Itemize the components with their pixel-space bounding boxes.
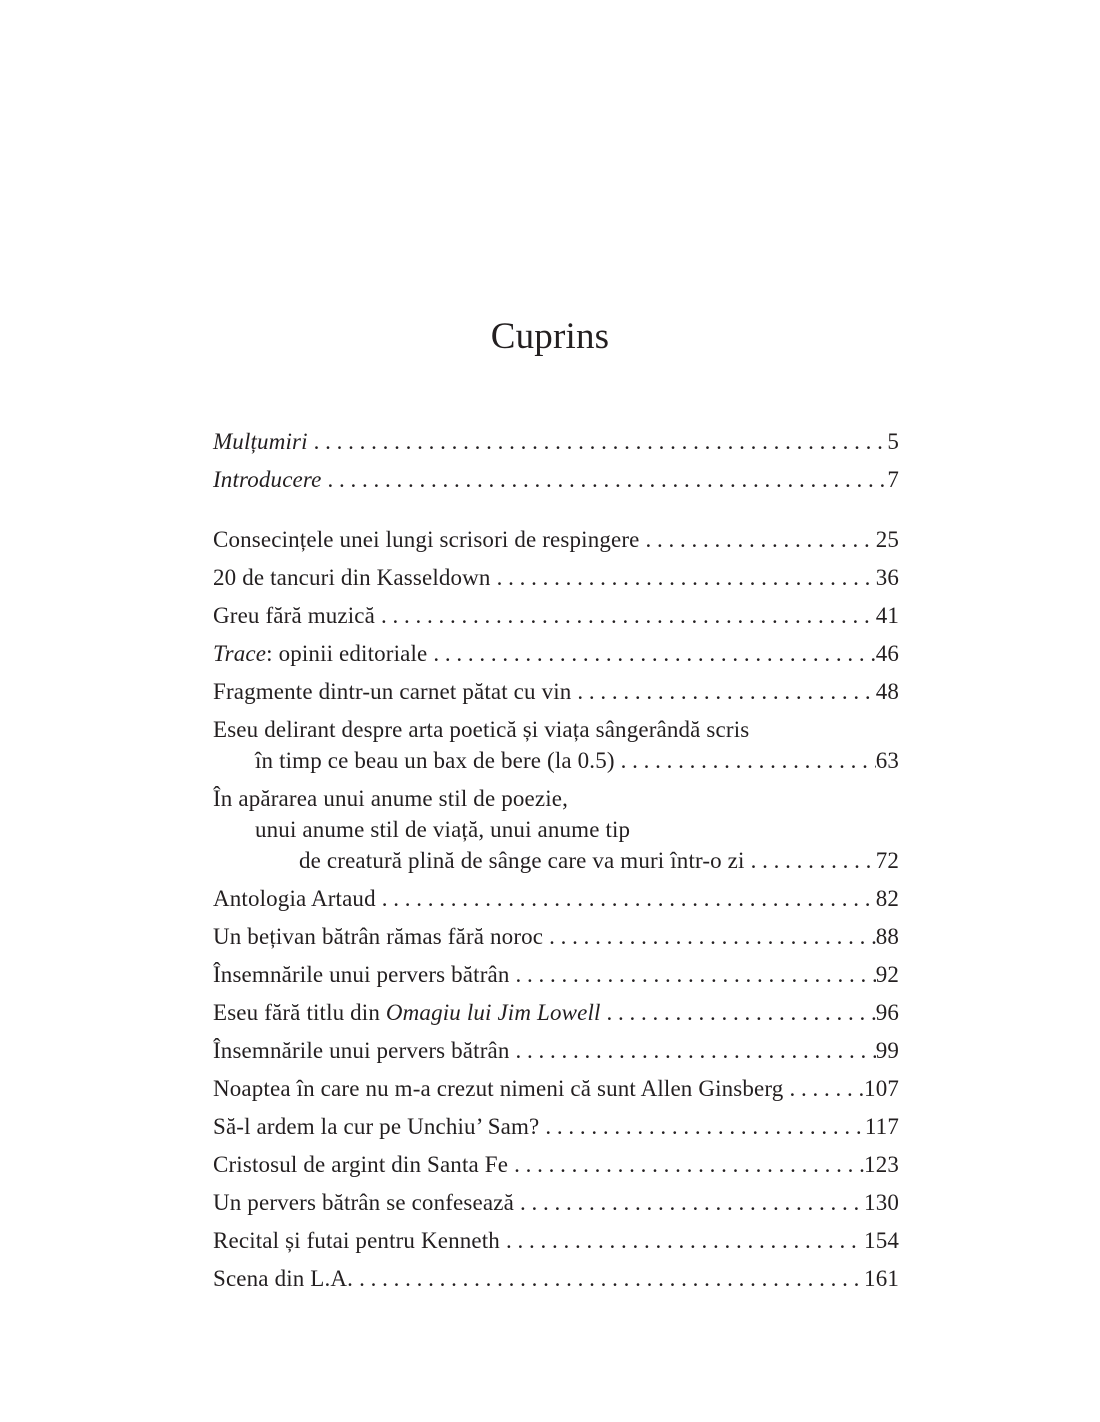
toc-entry[interactable] <box>213 1111 899 1142</box>
page-number: 25 <box>875 527 899 552</box>
dot-leader <box>539 1111 864 1142</box>
dot-leader <box>510 1035 876 1066</box>
page-number: 117 <box>864 1114 899 1139</box>
toc-entry[interactable] <box>213 524 899 555</box>
page-number: 130 <box>864 1190 899 1215</box>
toc-entry[interactable] <box>213 714 899 776</box>
page-number: 72 <box>875 848 899 873</box>
entry-title-segment: Un pervers bătrân se confesează <box>213 1190 514 1215</box>
page-number: 96 <box>875 1000 899 1025</box>
toc-entry[interactable] <box>213 1073 899 1104</box>
dot-leader <box>571 676 875 707</box>
page-number: 82 <box>875 886 899 911</box>
dot-leader <box>508 1149 864 1180</box>
page-number: 46 <box>875 641 899 666</box>
entry-title <box>213 638 427 669</box>
dot-leader <box>543 921 876 952</box>
entry-title-segment: Antologia Artaud <box>213 886 376 911</box>
toc-entry[interactable] <box>213 600 899 631</box>
entry-title <box>213 1073 783 1104</box>
entry-title-segment: Noaptea în care nu m-a crezut nimeni că sunt Allen Ginsberg <box>213 1076 784 1101</box>
entry-title-segment: Un bețivan bătrân rămas fără noroc <box>213 924 544 949</box>
entry-title-line <box>213 814 899 845</box>
page-number: 41 <box>875 603 899 628</box>
entry-title <box>213 997 601 1028</box>
entry-title-segment: Scena din L.A. <box>213 1266 354 1291</box>
entry-title-segment: În apărarea unui anume stil de poezie, <box>213 786 569 811</box>
entry-title <box>213 1035 510 1066</box>
entry-title-segment: Mulțumiri <box>213 429 308 454</box>
entry-title-segment: Introducere <box>213 467 322 492</box>
dot-leader <box>353 1263 864 1294</box>
toc-entry[interactable] <box>213 921 899 952</box>
toc-entry[interactable] <box>213 783 899 876</box>
entry-title <box>213 1225 500 1256</box>
table-of-contents <box>213 426 899 1301</box>
dot-leader <box>601 997 876 1028</box>
dot-leader <box>308 426 888 457</box>
entry-title <box>213 959 510 990</box>
dot-leader <box>783 1073 864 1104</box>
entry-title-segment: Greu fără muzică <box>213 603 376 628</box>
entry-title-segment: Să-l ardem la cur pe Unchiu’ Sam? <box>213 1114 540 1139</box>
entry-title <box>213 676 571 707</box>
toc-entry[interactable] <box>213 464 899 495</box>
dot-leader <box>514 1187 864 1218</box>
toc-entry[interactable] <box>213 676 899 707</box>
dot-leader <box>510 959 876 990</box>
toc-entry[interactable] <box>213 1225 899 1256</box>
toc-entry[interactable] <box>213 1187 899 1218</box>
entry-title-segment: 20 de tancuri din Kasseldown <box>213 565 491 590</box>
toc-entry[interactable] <box>213 1035 899 1066</box>
entry-title <box>299 845 745 876</box>
page-number: 7 <box>887 467 899 492</box>
page-number: 154 <box>864 1228 899 1253</box>
dot-leader <box>615 745 876 776</box>
page-number: 63 <box>875 748 899 773</box>
page-number: 92 <box>875 962 899 987</box>
dot-leader <box>322 464 888 495</box>
toc-entry[interactable] <box>213 959 899 990</box>
entry-title <box>213 921 543 952</box>
entry-title <box>213 883 376 914</box>
page-number: 99 <box>875 1038 899 1063</box>
page-number: 123 <box>864 1152 899 1177</box>
entry-title <box>213 1187 514 1218</box>
page-number: 36 <box>875 565 899 590</box>
entry-title-segment: Eseu delirant despre arta poetică și viața sângerândă scris <box>213 717 750 742</box>
page-number: 5 <box>887 429 899 454</box>
page-title: Cuprins <box>490 316 610 357</box>
entry-title <box>213 524 640 555</box>
page-number: 88 <box>875 924 899 949</box>
dot-leader <box>376 883 876 914</box>
entry-title-segment: Fragmente dintr-un carnet pătat cu vin <box>213 679 572 704</box>
dot-leader <box>500 1225 864 1256</box>
dot-leader <box>375 600 876 631</box>
entry-title-line <box>213 783 899 814</box>
entry-title-segment: Însemnările unui pervers bătrân <box>213 1038 510 1063</box>
entry-title <box>213 600 375 631</box>
entry-title <box>213 1149 508 1180</box>
page-number: 161 <box>864 1266 899 1291</box>
toc-entry[interactable] <box>213 426 899 457</box>
entry-title-segment: în timp ce beau un bax de bere (la 0.5) <box>255 748 615 773</box>
entry-title-segment: Însemnările unui pervers bătrân <box>213 962 510 987</box>
entry-title-segment: Trace <box>213 641 267 666</box>
dot-leader <box>640 524 876 555</box>
entry-title-segment: : opinii editoriale <box>266 641 428 666</box>
entry-title <box>213 464 322 495</box>
dot-leader <box>491 562 876 593</box>
dot-leader <box>427 638 875 669</box>
entry-title-segment: de creatură plină de sânge care va muri într-o zi <box>299 848 745 873</box>
entry-title-segment: unui anume stil de viață, unui anume tip <box>255 817 631 842</box>
entry-title-segment: Eseu fără titlu din <box>213 1000 386 1025</box>
entry-title <box>213 1263 353 1294</box>
toc-entry[interactable] <box>213 997 899 1028</box>
entry-title-segment: Consecințele unei lungi scrisori de respingere <box>213 527 640 552</box>
entry-title-line <box>213 714 899 745</box>
toc-entry[interactable] <box>213 562 899 593</box>
page-number: 107 <box>864 1076 899 1101</box>
page-number: 48 <box>875 679 899 704</box>
toc-entry[interactable] <box>213 638 899 669</box>
toc-entry[interactable] <box>213 883 899 914</box>
entry-title <box>213 562 491 593</box>
entry-title-segment: Omagiu lui Jim Lowell <box>385 1000 601 1025</box>
entry-title-segment: Cristosul de argint din Santa Fe <box>213 1152 509 1177</box>
toc-entry[interactable] <box>213 1263 899 1294</box>
entry-title <box>213 426 308 457</box>
toc-entry[interactable] <box>213 1149 899 1180</box>
dot-leader <box>745 845 876 876</box>
entry-title <box>255 745 615 776</box>
entry-title-segment: Recital și futai pentru Kenneth <box>213 1228 500 1253</box>
entry-title <box>213 1111 539 1142</box>
